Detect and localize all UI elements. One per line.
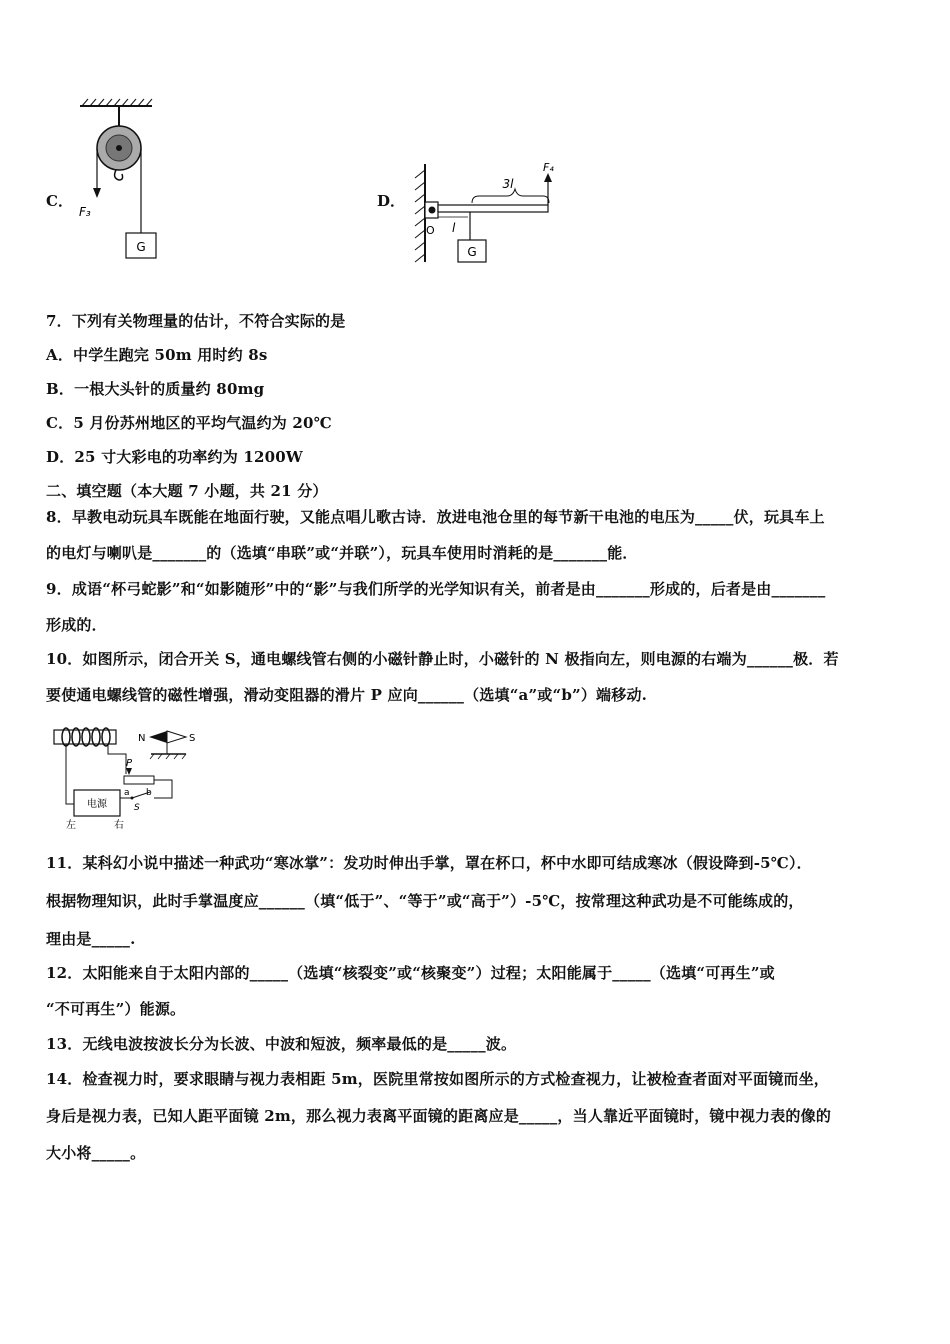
q9-line-1: 9．成语“杯弓蛇影”和“如影随形”中的“影”与我们所学的光学知识有关，前者是由_______形成的，后者是由_______ — [46, 580, 826, 598]
lever-long-arm-label: 3l — [502, 177, 514, 191]
q12-line-1: 12．太阳能来自于太阳内部的_____（选填“核裂变”或“核聚变”）过程；太阳能属于_____（选填“可再生”或 — [46, 964, 775, 982]
pulley-weight-label: G — [136, 240, 146, 254]
terminal-a-label: a — [124, 788, 130, 798]
q9-line-2: 形成的． — [46, 616, 107, 634]
section-heading: 二、填空题（本大题 7 小题，共 21 分） — [46, 482, 328, 500]
terminal-b-label: b — [146, 788, 152, 798]
q14-line-1: 14．检查视力时，要求眼睛与视力表相距 5m，医院里常按如图所示的方式检查视力，让被检查者面对平面镜而坐， — [46, 1070, 830, 1088]
lever-pivot-label: O — [426, 224, 435, 237]
q8-line-2: 的电灯与喇叭是_______的（选填“串联”或“并联”），玩具车使用时消耗的是_______能． — [46, 544, 638, 562]
slider-p-label: P — [126, 758, 133, 769]
q10-line-2: 要使通电螺线管的磁性增强，滑动变阻器的滑片 P 应向______（选填“a”或“b”）端移动. — [46, 686, 648, 704]
magnet-n-label: N — [138, 733, 146, 744]
q7-option-d: D．25 寸大彩电的功率约为 1200W — [46, 448, 303, 466]
q8-line-1: 8．早教电动玩具车既能在地面行驶，又能点唱儿歌古诗．放进电池仓里的每节新干电池的电压为_____伏，玩具车上 — [46, 508, 825, 526]
pulley-force-label: F₃ — [79, 205, 91, 219]
q7-option-a: A．中学生跑完 50m 用时约 8s — [46, 346, 268, 364]
q7-option-b: B．一根大头针的质量约 80mg — [46, 380, 265, 398]
q14-line-3: 大小将_____。 — [46, 1144, 146, 1162]
lever-weight-label: G — [467, 245, 477, 259]
left-terminal-label: 左 — [66, 820, 76, 831]
q11-line-2: 根据物理知识，此时手掌温度应______（填“低于”、“等于”或“高于”）-5℃，按常理这种武功是不可能练成的， — [46, 892, 804, 910]
q7-stem: 7．下列有关物理量的估计，不符合实际的是 — [46, 312, 346, 330]
q11-line-1: 11．某科幻小说中描述一种武功“寒冰掌”：发功时伸出手掌，罩在杯口，杯中水即可结成寒冰（假设降到-5℃）． — [46, 854, 812, 872]
q13-line-1: 13．无线电波按波长分为长波、中波和短波，频率最低的是_____波。 — [46, 1035, 517, 1053]
circuit-figure — [46, 724, 206, 834]
q12-line-2: “不可再生”）能源。 — [46, 1000, 186, 1018]
option-d-label: D． — [377, 192, 406, 210]
option-c-label: C． — [46, 192, 73, 210]
switch-s-label: S — [134, 803, 140, 813]
right-terminal-label: 右 — [114, 820, 124, 831]
magnet-s-label: S — [189, 733, 196, 744]
lever-force-label: F₄ — [543, 161, 554, 174]
pulley-figure — [70, 98, 170, 268]
q14-line-2: 身后是视力表，已知人距平面镜 2m，那么视力表离平面镜的距离应是_____，当人靠近平面镜时，镜中视力表的像的 — [46, 1107, 832, 1125]
q7-option-c: C．5 月份苏州地区的平均气温约为 20℃ — [46, 414, 332, 432]
lever-figure — [400, 158, 570, 268]
lever-short-arm-label: l — [452, 221, 456, 235]
q10-line-1: 10．如图所示，闭合开关 S，通电螺线管右侧的小磁针静止时，小磁针的 N 极指向左，则电源的右端为______极．若 — [46, 650, 839, 668]
power-source-label: 电源 — [87, 799, 107, 810]
q11-line-3: 理由是_____. — [46, 930, 136, 948]
